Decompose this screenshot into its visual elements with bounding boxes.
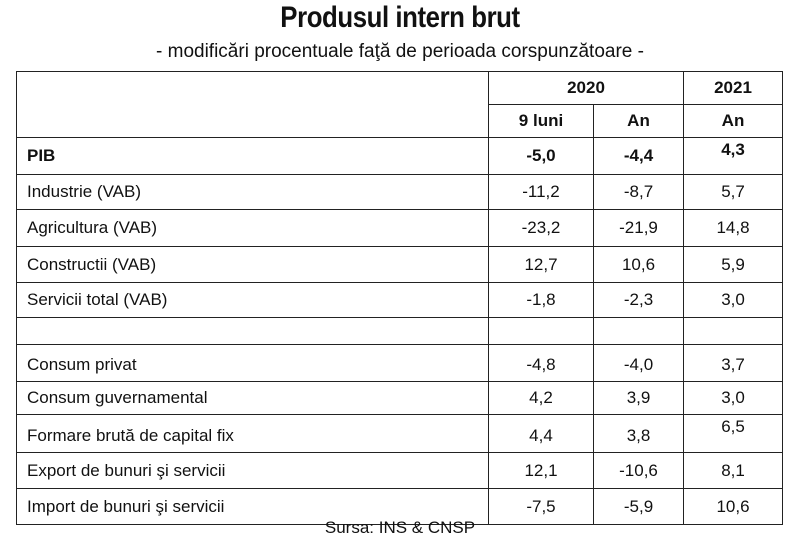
- row-value-an-2020: -4,4: [594, 138, 684, 175]
- row-value-an-2020: -4,0: [594, 345, 684, 382]
- header-row-years: [17, 72, 783, 105]
- row-label: [17, 318, 489, 345]
- row-label: PIB: [17, 138, 489, 175]
- source-note: Sursa: INS & CNSP: [324, 518, 476, 537]
- header-9-luni: 9 luni: [489, 105, 594, 138]
- table-row: [17, 382, 783, 415]
- row-label: Servicii total (VAB): [17, 283, 489, 318]
- row-label: Consum guvernamental: [17, 382, 489, 415]
- table-row: [17, 210, 783, 247]
- row-value-an-2021: 3,0: [684, 283, 783, 318]
- row-value-an-2021: 3,0: [684, 382, 783, 415]
- row-value-an-2020: -21,9: [594, 210, 684, 247]
- table-row: [17, 345, 783, 382]
- row-label: Constructii (VAB): [17, 247, 489, 283]
- page-subtitle: - modificări procentuale faţă de perioada corspunzătoare -: [156, 41, 644, 62]
- header-year-2021: 2021: [684, 72, 783, 105]
- page-title: Produsul intern brut: [280, 1, 520, 34]
- row-value-an-2021: 14,8: [684, 210, 783, 247]
- header-year-2020: 2020: [489, 72, 684, 105]
- row-value-an-2020: -8,7: [594, 175, 684, 210]
- row-value-an-2021: 6,5: [684, 415, 783, 453]
- row-label: Import de bunuri şi servicii: [17, 489, 489, 525]
- table-row: [17, 415, 783, 453]
- row-label: Export de bunuri şi servicii: [17, 453, 489, 489]
- row-label: Agricultura (VAB): [17, 210, 489, 247]
- row-value-an-2021: 8,1: [684, 453, 783, 489]
- row-value-an-2021: [684, 318, 783, 345]
- row-value-9luni-2020: -11,2: [489, 175, 594, 210]
- row-value-9luni-2020: 12,1: [489, 453, 594, 489]
- row-value-9luni-2020: -7,5: [489, 489, 594, 525]
- row-value-an-2020: [594, 318, 684, 345]
- row-value-an-2021: 10,6: [684, 489, 783, 525]
- header-an-2021: An: [684, 105, 783, 138]
- table-row-pib: [17, 138, 783, 175]
- row-value-an-2020: 3,9: [594, 382, 684, 415]
- row-value-9luni-2020: 4,2: [489, 382, 594, 415]
- row-value-an-2021: 3,7: [684, 345, 783, 382]
- row-label: Industrie (VAB): [17, 175, 489, 210]
- row-value-an-2021: 4,3: [684, 138, 783, 175]
- row-value-9luni-2020: -5,0: [489, 138, 594, 175]
- row-value-an-2020: -10,6: [594, 453, 684, 489]
- header-an-2020: An: [594, 105, 684, 138]
- table-row: [17, 453, 783, 489]
- table-row: [17, 283, 783, 318]
- row-label: Formare brută de capital fix: [17, 415, 489, 453]
- row-label: Consum privat: [17, 345, 489, 382]
- table-row: [17, 247, 783, 283]
- row-value-9luni-2020: -1,8: [489, 283, 594, 318]
- row-value-9luni-2020: 12,7: [489, 247, 594, 283]
- row-value-9luni-2020: [489, 318, 594, 345]
- row-value-an-2020: -2,3: [594, 283, 684, 318]
- row-value-an-2020: 3,8: [594, 415, 684, 453]
- header-empty-cell: [17, 72, 489, 138]
- row-value-an-2021: 5,9: [684, 247, 783, 283]
- row-value-9luni-2020: -23,2: [489, 210, 594, 247]
- row-value-an-2020: 10,6: [594, 247, 684, 283]
- row-value-9luni-2020: -4,8: [489, 345, 594, 382]
- table-row: [17, 175, 783, 210]
- row-value-9luni-2020: 4,4: [489, 415, 594, 453]
- row-value-an-2021: 5,7: [684, 175, 783, 210]
- gdp-table: [16, 71, 783, 525]
- table-row-empty: [17, 318, 783, 345]
- row-value-an-2020: -5,9: [594, 489, 684, 525]
